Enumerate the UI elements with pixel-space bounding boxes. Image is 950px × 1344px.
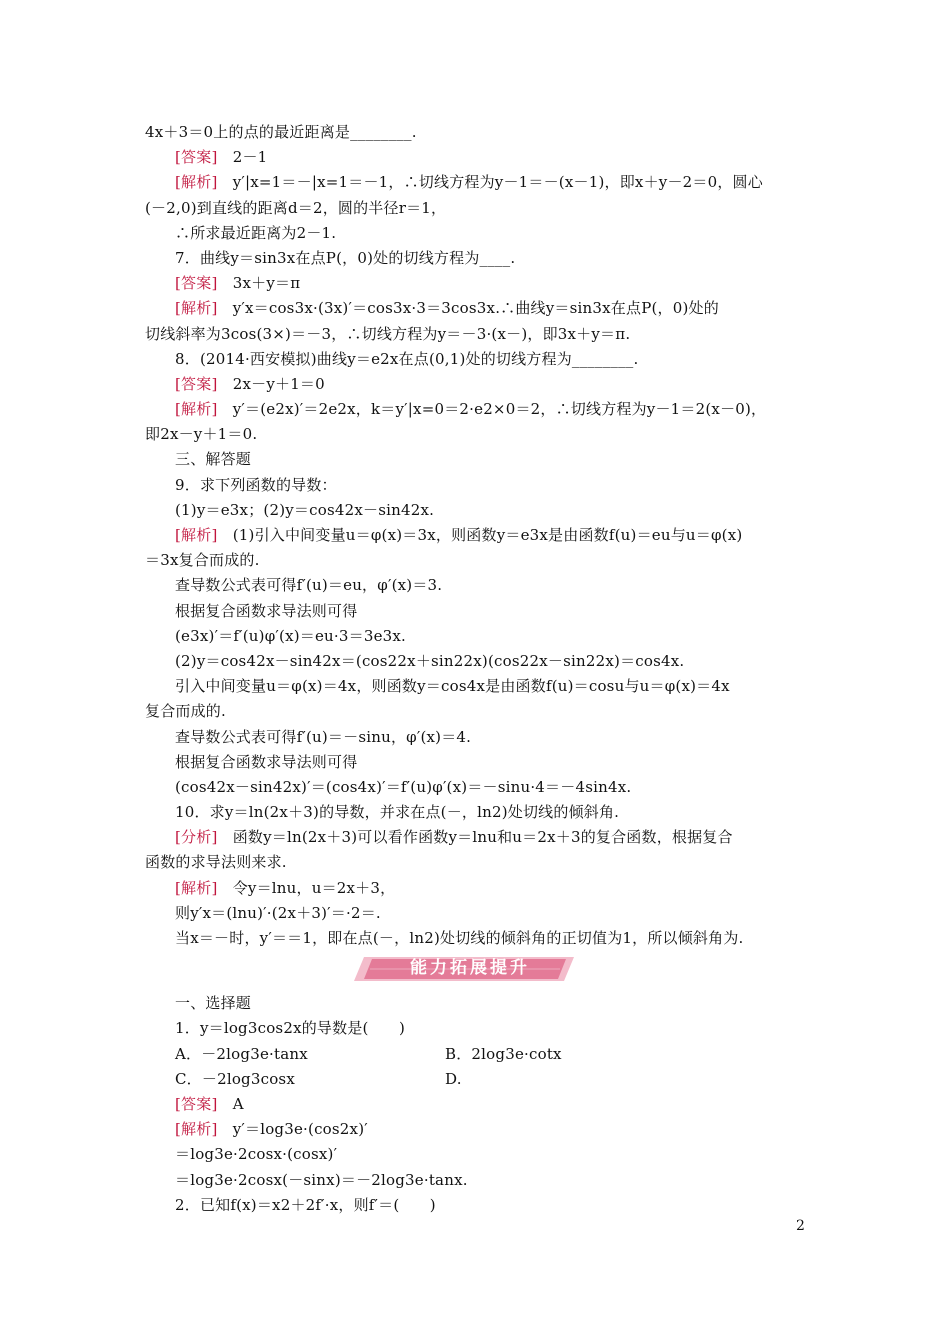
line-text: 2－1 [217, 148, 268, 167]
text-line [145, 523, 810, 548]
line-text: 函数的求导法则来求. [145, 853, 287, 872]
answer-tag: [分析] [175, 828, 218, 847]
line-text: y′x＝cos3x·(3x)′＝cos3x·3＝3cos3x.∴曲线y＝sin3x在点P(，0)处的 [217, 299, 719, 318]
line-text: A [217, 1094, 244, 1113]
option-row [145, 1067, 810, 1092]
option-right: B．2log3e·cotx [445, 1044, 562, 1063]
line-text: 引入中间变量u＝φ(x)＝4x，则函数y＝cos4x是由函数f(u)＝cosu与u＝φ(x)＝4x [175, 677, 730, 696]
line-text: ＝3x复合而成的. [145, 551, 260, 570]
line-text: 三、解答题 [175, 450, 252, 469]
option-right: D. [445, 1069, 462, 1088]
text-line [145, 1142, 810, 1167]
text-line [145, 573, 810, 598]
text-line [145, 170, 810, 195]
line-text: 3x＋y＝π [217, 274, 301, 293]
answer-tag: [答案] [175, 374, 218, 393]
line-text: 10．求y＝ln(2x＋3)的导数，并求在点(－，ln2)处切线的倾斜角. [175, 803, 620, 822]
line-text: 函数y＝ln(2x＋3)可以看作函数y＝lnu和u＝2x＋3的复合函数，根据复合 [217, 828, 733, 847]
text-block-3 [145, 1092, 810, 1218]
text-line [145, 1117, 810, 1142]
line-text: 2x－y＋1＝0 [217, 374, 325, 393]
text-line [145, 447, 810, 472]
line-text: 查导数公式表可得f′(u)＝－sinu，φ′(x)＝4. [175, 727, 472, 746]
text-line [145, 347, 810, 372]
choice-options [145, 1042, 810, 1092]
line-text: (1)引入中间变量u＝φ(x)＝3x，则函数y＝e3x是由函数f(u)＝eu与u＝φ(x) [217, 526, 743, 544]
text-block-1 [145, 120, 810, 951]
line-text: y′＝(e2x)′＝2e2x，k＝y′|x=0＝2·e2×0＝2，∴切线方程为y－1＝2(x－0)， [217, 400, 767, 419]
text-line [145, 825, 810, 850]
line-text: ＝log3e·2cosx·(cosx)′ [175, 1145, 338, 1164]
answer-tag: [答案] [175, 148, 218, 167]
text-line [145, 145, 810, 170]
line-text: 7．曲线y＝sin3x在点P(，0)处的切线方程为____. [175, 248, 516, 267]
text-line [145, 422, 810, 447]
line-text: 1．y＝log3cos2x的导数是( ) [175, 1019, 406, 1038]
answer-tag: [解析] [175, 526, 218, 544]
text-line [145, 674, 810, 699]
line-text: 2．已知f(x)＝x2＋2f′·x，则f′＝( ) [175, 1195, 436, 1214]
answer-tag: [解析] [175, 400, 218, 419]
text-line [145, 725, 810, 750]
line-text: 8．(2014·西安模拟)曲线y＝e2x在点(0,1)处的切线方程为________. [175, 349, 639, 368]
text-line [145, 1193, 810, 1218]
banner-title: 能力拓展提升 [410, 958, 530, 979]
text-line [145, 649, 810, 674]
text-line [145, 548, 810, 573]
line-text: 根据复合函数求导法则可得 [175, 601, 358, 620]
answer-tag: [解析] [175, 173, 218, 192]
text-line [145, 397, 810, 422]
line-text: 当x＝－时，y′＝＝1，即在点(－，ln2)处切线的倾斜角的正切值为1，所以倾斜角为. [175, 929, 744, 947]
text-block-2 [145, 991, 810, 1041]
line-text: y′＝log3e·(cos2x)′ [217, 1120, 368, 1139]
option-row [145, 1042, 810, 1067]
answer-tag: [解析] [175, 878, 218, 897]
line-text: 查导数公式表可得f′(u)＝eu，φ′(x)＝3. [175, 576, 443, 595]
option-left: C．－2log3cosx [175, 1069, 295, 1088]
line-text: ∴所求最近距离为2－1. [175, 223, 337, 242]
line-text: 即2x－y＋1＝0. [145, 425, 258, 444]
line-text: ＝log3e·2cosx(－sinx)＝－2log3e·tanx. [175, 1170, 468, 1189]
section-banner [145, 951, 810, 991]
text-line [145, 221, 810, 246]
answer-tag: [解析] [175, 1120, 218, 1139]
text-line [145, 473, 810, 498]
text-line [145, 901, 810, 926]
text-line [145, 850, 810, 875]
text-line [145, 1092, 810, 1117]
line-text: 切线斜率为3cos(3×)＝－3，∴切线方程为y＝－3·(x－)，即3x＋y＝π. [145, 324, 631, 343]
line-text: (e3x)′＝f′(u)φ′(x)＝eu·3＝3e3x. [175, 626, 407, 645]
text-line [145, 1168, 810, 1193]
line-text: 9．求下列函数的导数： [175, 475, 337, 494]
text-line [145, 624, 810, 649]
text-line [145, 120, 810, 145]
text-line [145, 196, 810, 221]
page-number: 2 [796, 1218, 805, 1234]
text-line [145, 498, 810, 523]
text-line [145, 750, 810, 775]
line-text: 复合而成的. [145, 702, 226, 721]
text-line [145, 991, 810, 1016]
text-line [145, 1016, 810, 1041]
text-line [145, 926, 810, 951]
text-line [145, 372, 810, 397]
answer-tag: [解析] [175, 299, 218, 318]
line-text: 则y′x＝(lnu)′·(2x＋3)′＝·2＝. [175, 903, 381, 922]
line-text: (－2,0)到直线的距离d＝2，圆的半径r＝1， [145, 198, 447, 217]
text-line [145, 876, 810, 901]
text-line [145, 296, 810, 321]
answer-tag: [答案] [175, 274, 218, 293]
text-line [145, 271, 810, 296]
answer-tag: [答案] [175, 1094, 218, 1113]
text-line [145, 322, 810, 347]
text-line [145, 599, 810, 624]
document-body [145, 120, 810, 1218]
line-text: y′|x=1＝－|x=1＝－1，∴切线方程为y－1＝－(x－1)，即x＋y－2＝0，圆心 [217, 173, 763, 192]
text-line [145, 800, 810, 825]
line-text: (cos42x－sin42x)′＝(cos4x)′＝f′(u)φ′(x)＝－sinu·4＝－4sin4x. [175, 777, 632, 796]
line-text: (2)y＝cos42x－sin42x＝(cos22x＋sin22x)(cos22x－sin22x)＝cos4x. [175, 651, 685, 670]
line-text: 令y＝lnu，u＝2x＋3， [217, 878, 396, 897]
option-left: A．－2log3e·tanx [175, 1044, 308, 1063]
line-text: 一、选择题 [175, 994, 252, 1013]
line-text: (1)y＝e3x；(2)y＝cos42x－sin42x. [175, 500, 435, 519]
text-line [145, 246, 810, 271]
text-line [145, 699, 810, 724]
text-line [145, 775, 810, 800]
line-text: 根据复合函数求导法则可得 [175, 752, 358, 771]
line-text: 4x＋3＝0上的点的最近距离是________. [145, 123, 417, 141]
